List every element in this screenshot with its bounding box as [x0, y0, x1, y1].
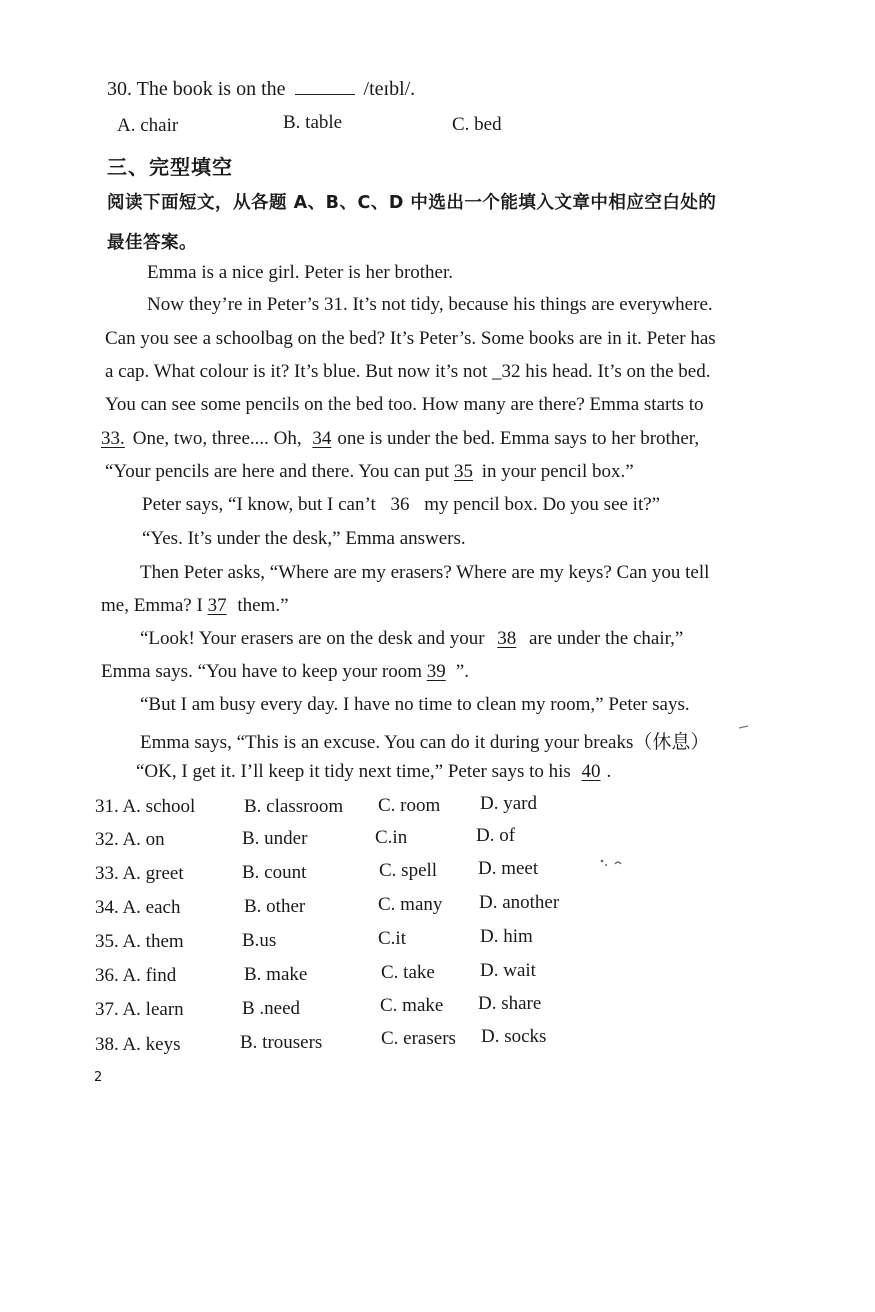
passage-line-5: You can see some pencils on the bed too. How many are there? Emma starts to	[105, 394, 704, 415]
passage-line-10: Then Peter asks, “Where are my erasers? Where are my keys? Can you tell	[140, 562, 710, 583]
passage-line-2: Now they’re in Peter’s 31. It’s not tidy, because his things are everywhere.	[147, 294, 713, 315]
blank-32: _32	[491, 361, 521, 382]
choice-32-b: B. under	[242, 828, 308, 849]
passage-line-4-a: a cap. What colour is it? It’s blue. But now it’s not	[105, 361, 492, 382]
passage-line-6-a: One, two, three.... Oh,	[132, 428, 302, 449]
choice-36-b: B. make	[244, 964, 308, 985]
choice-35-b: B.us	[242, 930, 277, 951]
passage-line-11-b: them.”	[232, 595, 289, 616]
passage-line-9: “Yes. It’s under the desk,” Emma answers.	[142, 528, 466, 549]
choice-34-a: 34. A. each	[95, 897, 181, 918]
choice-38-a: 38. A. keys	[95, 1034, 181, 1055]
scan-speck-mark-2	[738, 722, 750, 732]
passage-line-7-a: “Your pencils are here and there. You can put	[105, 461, 454, 482]
passage-line-3: Can you see a schoolbag on the bed? It’s Peter’s. Some books are in it. Peter has	[105, 328, 716, 349]
choice-32-d: D. of	[476, 825, 516, 846]
choice-34-c: C. many	[378, 894, 443, 915]
choice-32-c: C.in	[375, 827, 408, 848]
choice-38-d: D. socks	[481, 1026, 547, 1047]
passage-line-16-b: .	[606, 761, 612, 782]
choice-37-b: B .need	[242, 998, 301, 1019]
section-instruction-line2: 最佳答案。	[107, 233, 197, 253]
passage-line-11-a: me, Emma? I	[101, 595, 208, 616]
passage-line-12-a: “Look! Your erasers are on the desk and your	[140, 628, 485, 649]
choice-35-d: D. him	[480, 926, 533, 947]
passage-line-8-a: Peter says, “I know, but I can’t	[142, 494, 376, 515]
question-30-option-b: B. table	[283, 112, 343, 133]
passage-line-16	[136, 761, 611, 783]
passage-line-6	[101, 428, 699, 450]
choice-35-a: 35. A. them	[95, 931, 184, 952]
choice-37-c: C. make	[380, 995, 444, 1016]
choice-36-a: 36. A. find	[95, 965, 177, 986]
passage-line-6-b: one is under the bed. Emma says to her brother,	[337, 428, 700, 449]
choice-38-c: C. erasers	[381, 1028, 456, 1049]
choice-36-c: C. take	[381, 962, 435, 983]
question-30-prefix: 30. The book is on the	[107, 78, 286, 100]
blank-34: 34	[312, 428, 332, 449]
passage-line-7	[105, 461, 634, 483]
scan-speck-mark	[598, 856, 624, 870]
choice-37-a: 37. A. learn	[95, 999, 184, 1020]
passage-line-1: Emma is a nice girl. Peter is her brother.	[147, 262, 454, 283]
blank-37: 37	[207, 595, 227, 616]
passage-line-8-b: my pencil box. Do you see it?”	[424, 494, 661, 515]
passage-line-4-b: his head. It’s on the bed.	[520, 361, 711, 382]
choice-33-d: D. meet	[478, 858, 539, 879]
question-30-option-c: C. bed	[452, 114, 502, 135]
blank-36: 36	[390, 494, 410, 515]
choice-31-a: 31. A. school	[95, 796, 196, 817]
choice-34-d: D. another	[479, 892, 560, 913]
passage-line-4	[105, 361, 710, 383]
question-30-phonetic: /teɪbl/.	[363, 78, 416, 100]
choice-32-a: 32. A. on	[95, 829, 165, 850]
passage-line-16-a: “OK, I get it. I’ll keep it tidy next time,” Peter says to his	[136, 761, 576, 782]
blank-40: 40	[581, 761, 601, 782]
page-number: 2	[94, 1070, 103, 1085]
passage-line-7-b: in your pencil box.”	[476, 461, 634, 482]
question-30-blank	[295, 93, 355, 95]
passage-line-13	[101, 661, 469, 683]
choice-31-b: B. classroom	[244, 796, 344, 817]
question-30-option-a: A. chair	[117, 115, 179, 136]
passage-line-13-b: ”.	[455, 661, 469, 682]
passage-line-15: Emma says, “This is an excuse. You can do it during your breaks（休息）	[140, 732, 710, 753]
choice-33-a: 33. A. greet	[95, 863, 184, 884]
passage-line-11	[101, 595, 289, 617]
passage-line-8	[142, 494, 660, 516]
blank-38: 38	[497, 628, 517, 649]
choice-38-b: B. trousers	[240, 1032, 323, 1053]
passage-line-13-a: Emma says. “You have to keep your room	[101, 661, 427, 682]
blank-33: 33.	[101, 428, 125, 449]
passage-line-12	[140, 628, 683, 650]
choice-33-c: C. spell	[379, 860, 438, 881]
choice-35-c: C.it	[378, 928, 406, 949]
choice-34-b: B. other	[244, 896, 306, 917]
section-title: 三、完型填空	[107, 155, 233, 179]
choice-36-d: D. wait	[480, 960, 536, 981]
blank-35: 35	[453, 461, 473, 482]
passage-line-14: “But I am busy every day. I have no time to clean my room,” Peter says.	[140, 694, 690, 715]
blank-39: 39	[426, 661, 446, 682]
question-30-stem	[107, 78, 415, 101]
choice-33-b: B. count	[242, 862, 307, 883]
passage-line-12-b: are under the chair,”	[529, 628, 684, 649]
choice-37-d: D. share	[478, 993, 542, 1014]
section-instruction-line1: 阅读下面短文，从各题 A、B、C、D 中选出一个能填入文章中相应空白处的	[107, 193, 717, 213]
choice-31-d: D. yard	[480, 793, 537, 814]
choice-31-c: C. room	[378, 795, 441, 816]
